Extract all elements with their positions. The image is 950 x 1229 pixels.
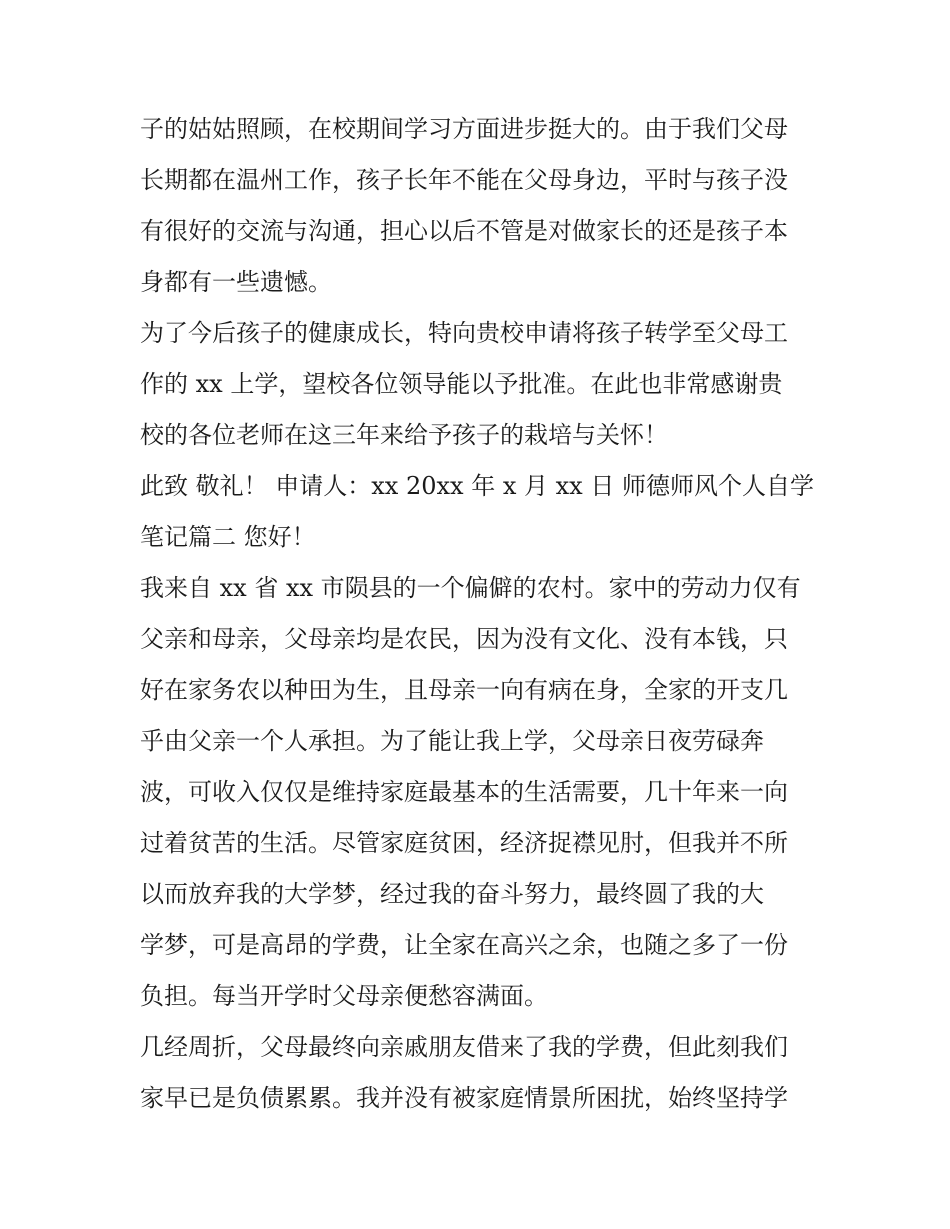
text-line: 好在家务农以种田为生，且母亲一向有病在身，全家的开支几 xyxy=(140,676,788,704)
text-line: 以而放弃我的大学梦，经过我的奋斗努力，最终圆了我的大 xyxy=(140,880,764,908)
text-line: 家早已是负债累累。我并没有被家庭情景所困扰，始终坚持学 xyxy=(140,1084,788,1112)
text-line: 笔记篇二 您好！ xyxy=(140,523,316,551)
text-line: 学梦，可是高昂的学费，让全家在高兴之余，也随之多了一份 xyxy=(140,931,788,959)
text-line: 有很好的交流与沟通，担心以后不管是对做家长的还是孩子本 xyxy=(140,217,788,245)
text-line: 长期都在温州工作，孩子长年不能在父母身边，平时与孩子没 xyxy=(140,166,788,194)
text-line: 子的姑姑照顾，在校期间学习方面进步挺大的。由于我们父母 xyxy=(140,115,788,143)
text-line: 作的 xx 上学，望校各位领导能以予批准。在此也非常感谢贵 xyxy=(140,370,783,398)
text-line: 父亲和母亲，父母亲均是农民，因为没有文化、没有本钱，只 xyxy=(140,625,788,653)
text-line: 身都有一些遗憾。 xyxy=(140,268,332,296)
text-line: 我来自 xx 省 xx 市陨县的一个偏僻的农村。家中的劳动力仅有 xyxy=(140,574,801,602)
text-line: 波，可收入仅仅是维持家庭最基本的生活需要，几十年来一向 xyxy=(140,778,788,806)
text-line: 此致 敬礼！ 申请人：xx 20xx 年 x 月 xx 日 师德师风个人自学 xyxy=(140,472,814,500)
text-line: 校的各位老师在这三年来给予孩子的栽培与关怀！ xyxy=(140,421,668,449)
document-body xyxy=(140,104,820,1124)
text-line: 负担。每当开学时父母亲便愁容满面。 xyxy=(140,982,548,1010)
text-line: 几经周折，父母最终向亲戚朋友借来了我的学费，但此刻我们 xyxy=(140,1033,788,1061)
text-line: 过着贫苦的生活。尽管家庭贫困，经济捉襟见肘，但我并不所 xyxy=(140,829,788,857)
text-line: 乎由父亲一个人承担。为了能让我上学，父母亲日夜劳碌奔 xyxy=(140,727,764,755)
text-line: 为了今后孩子的健康成长，特向贵校申请将孩子转学至父母工 xyxy=(140,319,788,347)
